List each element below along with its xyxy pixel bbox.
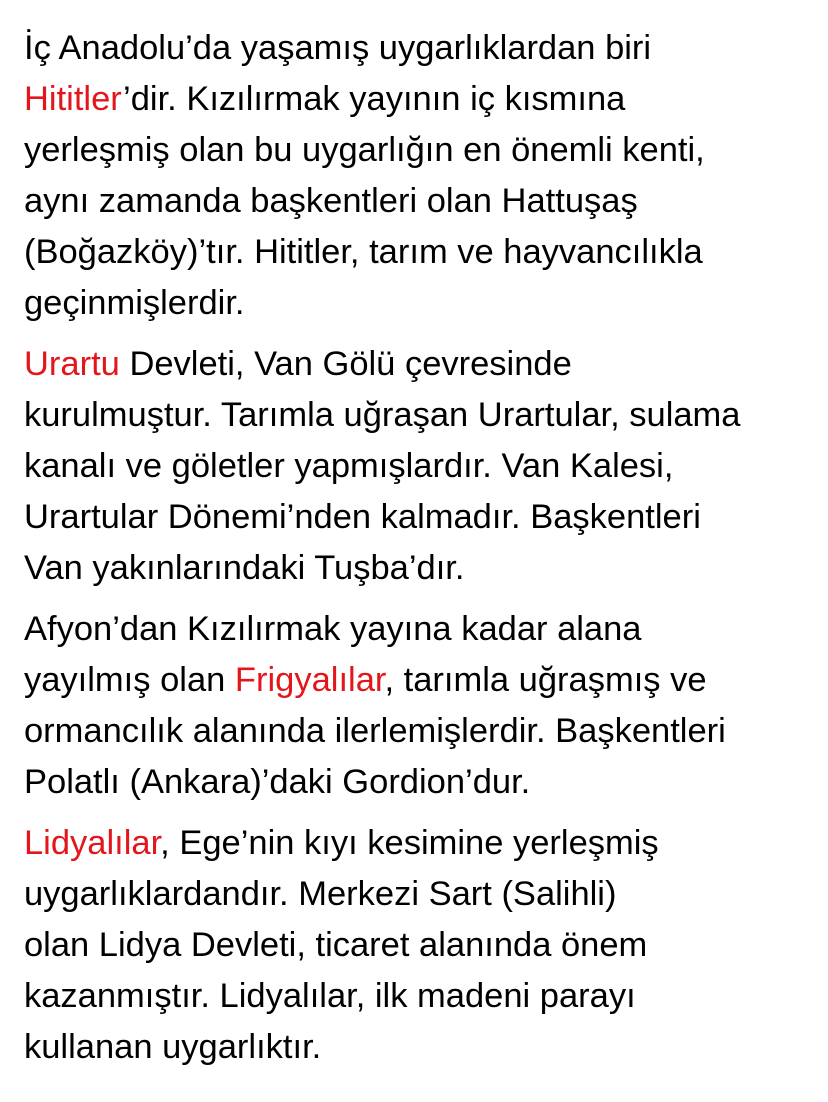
text-segment: , tarımla uğraşmış ve (384, 661, 707, 699)
text-line (24, 180, 638, 222)
text-line (24, 282, 245, 324)
text-segment: (Boğazköy)’tır. Hititler, tarım ve hayvancılıkla (24, 233, 703, 271)
text-segment: kazanmıştır. Lidyalılar, ilk madeni parayı (24, 977, 636, 1015)
text-segment: kurulmuştur. Tarımla uğraşan Urartular, sulama (24, 396, 741, 434)
text-line (24, 445, 673, 487)
text-segment: kullanan uygarlıktır. (24, 1028, 322, 1066)
text-line (24, 975, 636, 1017)
text-line (24, 547, 464, 589)
text-line (24, 78, 625, 120)
text-segment: İç Anadolu’da yaşamış uygarlıklardan biri (24, 29, 652, 67)
text-line (24, 608, 642, 650)
text-line (24, 873, 616, 915)
text-line (24, 343, 572, 385)
text-segment: Devleti, Van Gölü çevresinde (119, 345, 572, 383)
text-segment: ormancılık alanında ilerlemişlerdir. Başkentleri (24, 712, 726, 750)
text-segment: geçinmişlerdir. (24, 284, 245, 322)
text-segment: yerleşmiş olan bu uygarlığın en önemli kenti, (24, 131, 705, 169)
text-segment: Urartular Dönemi’nden kalmadır. Başkentleri (24, 498, 701, 536)
highlighted-term: Hititler (24, 80, 124, 118)
text-line (24, 822, 659, 864)
text-segment: Van yakınlarındaki Tuşba’dır. (24, 549, 465, 587)
text-line (24, 1026, 321, 1068)
text-segment: olan Lidya Devleti, ticaret alanında önem (24, 926, 648, 964)
text-segment: uygarlıklardandır. Merkezi Sart (Salihli) (24, 875, 617, 913)
text-line (24, 924, 647, 966)
text-line (24, 659, 707, 701)
text-line (24, 129, 705, 171)
text-segment: Afyon’dan Kızılırmak yayına kadar alana (24, 610, 642, 648)
highlighted-term: Frigyalılar (234, 661, 385, 699)
text-line (24, 394, 740, 436)
highlighted-term: Lidyalılar (24, 824, 161, 862)
text-segment: kanalı ve göletler yapmışlardır. Van Kalesi, (24, 447, 674, 485)
text-line (24, 27, 651, 69)
text-line (24, 761, 530, 803)
text-line (24, 710, 726, 752)
text-segment: , Ege’nin kıyı kesimine yerleşmiş (160, 824, 659, 862)
text-segment: Polatlı (Ankara)’daki Gordion’dur. (24, 763, 531, 801)
text-line (24, 496, 701, 538)
highlighted-term: Urartu (24, 345, 120, 383)
text-segment: aynı zamanda başkentleri olan Hattuşaş (24, 182, 638, 220)
text-segment: yayılmış olan (24, 661, 235, 699)
text-segment: ’dir. Kızılırmak yayının iç kısmına (123, 80, 626, 118)
text-line (24, 231, 703, 273)
